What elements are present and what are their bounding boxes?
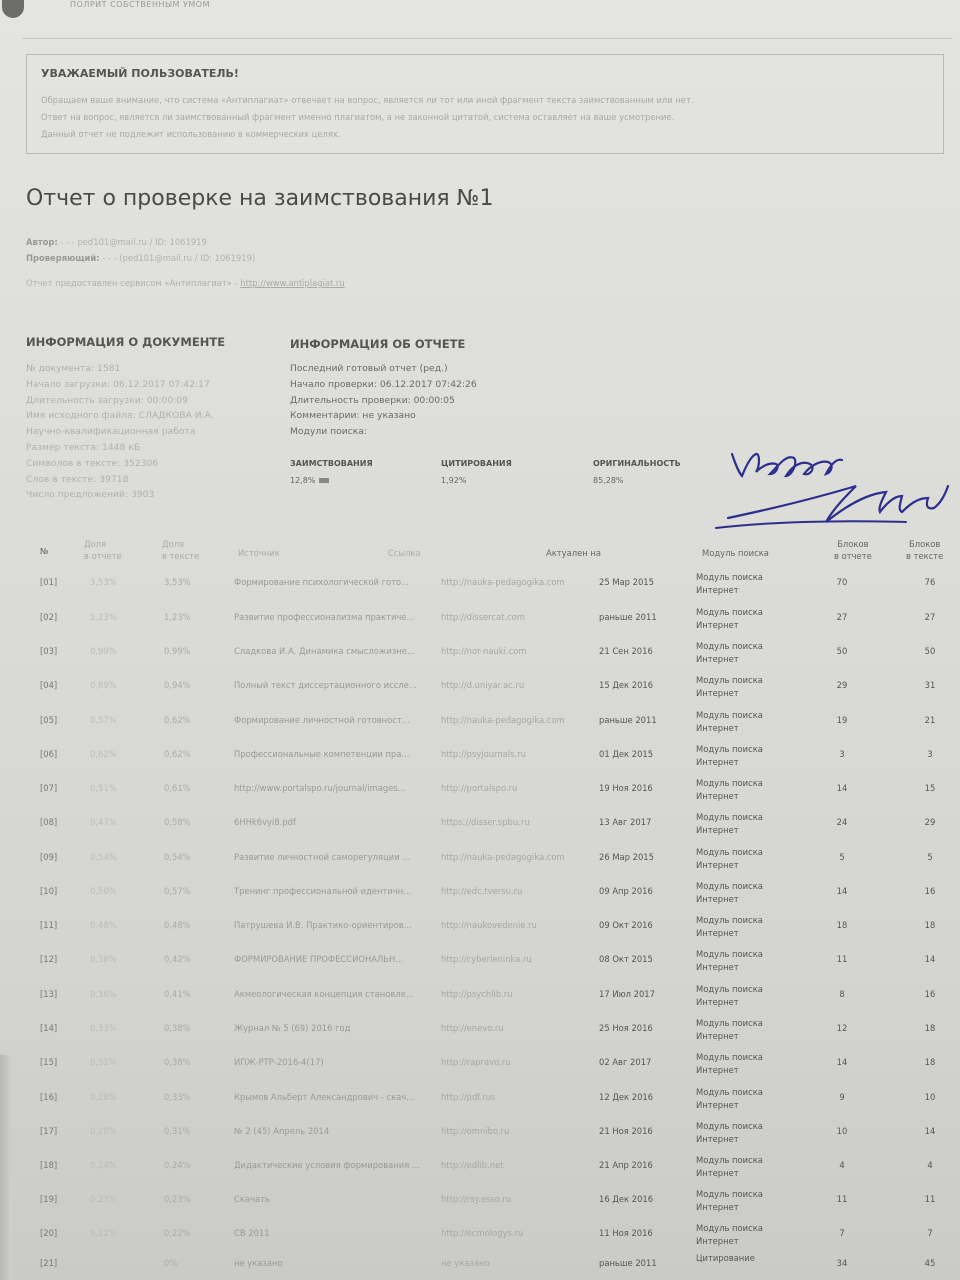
search-module: Модуль поиска Интернет [696,675,763,698]
row-number: [05] [40,715,58,725]
share-in-report: 0,24% [90,1160,117,1170]
source-title: СВ 2011 [234,1228,270,1238]
doc-info-line: № документа: 1581 [26,363,121,374]
source-link[interactable]: http://nauka-pedagogika.com [441,852,565,862]
row-number: [10] [40,886,58,896]
source-link[interactable]: http://enevo.ru [441,1023,504,1033]
share-in-report: 0,99% [90,646,117,656]
page-fold-shadow [0,1055,12,1280]
share-in-report: 0,50% [90,886,117,896]
report-title: Отчет о проверке на заимствования №1 [26,186,494,211]
source-title: Полный текст диссертационного иссле... [234,680,417,690]
share-in-report: 0,33% [90,1023,117,1033]
source-title: Крымов Альберт Александрович - скач... [234,1092,415,1102]
source-link[interactable]: http://portalspo.ru [441,783,518,793]
row-number: [09] [40,852,58,862]
table-row [0,672,960,702]
actual-date: 21 Ноя 2016 [599,1126,653,1136]
th-blocks-text: Блоков в тексте [906,539,944,561]
share-in-text: 0,62% [164,715,191,725]
blocks-in-report: 14 [836,1057,848,1067]
search-module: Модуль поиска Интернет [696,1189,763,1212]
source-title: Формирование психологической гото... [234,577,410,587]
share-in-report: 0,48% [90,920,117,930]
blocks-in-report: 10 [836,1126,848,1136]
share-in-text: 0,38% [164,1023,191,1033]
source-link[interactable]: http://rsy.esso.ru [441,1194,512,1204]
header-divider [22,38,952,39]
source-link[interactable]: http://dissercat.com [441,612,526,622]
row-number: [04] [40,680,58,690]
source-link[interactable]: http://nauka-pedagogika.com [441,577,565,587]
author-line [26,237,207,247]
blocks-in-report: 70 [836,577,848,587]
table-row [0,1015,960,1045]
share-in-text: 0,24% [164,1160,191,1170]
author-value: - - - ped101@mail.ru / ID: 1061919 [60,237,207,247]
blocks-in-text: 45 [924,1258,936,1268]
blocks-in-text: 14 [924,1126,936,1136]
actual-date: 25 Мар 2015 [599,577,654,587]
th-source: Источник [238,548,280,558]
actual-date: 09 Апр 2016 [599,886,653,896]
blocks-in-report: 50 [836,646,848,656]
search-module: Модуль поиска Интернет [696,1121,763,1144]
source-link[interactable]: http://cyberleninka.ru [441,954,532,964]
share-in-text: 0,31% [164,1126,191,1136]
report-info-line: Комментарии: не указано [290,410,416,422]
share-in-report: 0,57% [90,715,117,725]
blocks-in-text: 50 [924,646,936,656]
row-number: [14] [40,1023,58,1033]
share-in-report: 0,54% [90,852,117,862]
share-in-text: 0,48% [164,920,191,930]
provided-by-line [26,278,345,288]
doc-info-line: Длительность загрузки: 00:00:09 [26,394,188,406]
table-row [0,1084,960,1114]
actual-date: 11 Ноя 2016 [599,1228,653,1238]
actual-date: 21 Апр 2016 [599,1160,653,1170]
blocks-in-report: 9 [839,1092,845,1102]
antiplagiat-link[interactable]: http://www.antiplagiat.ru [240,278,345,288]
share-in-text: 1,23% [164,612,191,622]
source-link[interactable]: https://disser.spbu.ru [441,817,530,827]
row-number: [19] [40,1194,58,1204]
source-title: Сладкова И.А. Динамика смысложизне... [234,646,415,656]
checker-value: - - - (ped101@mail.ru / ID: 1061919) [102,253,256,263]
search-module: Модуль поиска Интернет [696,915,763,938]
row-number: [06] [40,749,58,759]
share-in-text: 0,42% [164,954,191,964]
share-in-report: 0,51% [90,783,117,793]
row-number: [12] [40,954,58,964]
table-row [0,878,960,908]
search-module: Модуль поиска Интернет [696,949,763,972]
actual-date: раньше 2011 [599,612,657,622]
blocks-in-report: 24 [836,817,848,827]
borrow-bar [319,478,329,483]
th-link: Ссылка [388,548,421,558]
source-title: Скачать [234,1194,270,1204]
table-row [0,1220,960,1250]
blocks-in-report: 19 [836,715,848,725]
blocks-in-report: 8 [839,989,845,999]
notice-line: Обращаем ваше внимание, что система «Антиплагиат» отвечает на вопрос, является ли тот или иной фрагмент текста заимствованным или нет. [41,95,694,105]
source-title: http://www.portalspo.ru/journal/images... [234,783,406,793]
th-actual: Актуален на [546,548,602,558]
blocks-in-report: 14 [836,886,848,896]
table-row [0,775,960,805]
share-in-text: 0,61% [164,783,191,793]
th-share-text: Доля в тексте [162,539,200,561]
source-link[interactable]: http://rapravo.ru [441,1057,511,1067]
search-module: Модуль поиска Интернет [696,847,763,870]
blocks-in-text: 29 [924,817,936,827]
row-number: [02] [40,612,58,622]
report-info-title: ИНФОРМАЦИЯ ОБ ОТЧЕТЕ [290,337,466,351]
blocks-in-text: 31 [924,680,936,690]
search-module: Модуль поиска Интернет [696,881,763,904]
table-row [0,844,960,874]
doc-info-line: Размер текста: 1448 кБ [26,441,141,453]
doc-info-line: Имя исходного файла: СЛАДКОВА И.А. [26,410,214,422]
source-link[interactable]: http://pdf.rus [441,1092,496,1102]
blocks-in-text: 27 [924,612,936,622]
borrow-value-line [290,476,329,485]
blocks-in-report: 5 [839,852,845,862]
row-number: [11] [40,920,58,930]
row-number: [07] [40,783,58,793]
share-in-text: 0,94% [164,680,191,690]
row-number: [13] [40,989,58,999]
notice-title: УВАЖАЕМЫЙ ПОЛЬЗОВАТЕЛЬ! [41,67,239,80]
share-in-text: 0,23% [164,1194,191,1204]
handwritten-signature [706,436,956,546]
orig-label: ОРИГИНАЛЬНОСТЬ [593,459,681,468]
table-row [0,569,960,599]
table-row [0,981,960,1011]
share-in-text: 0,99% [164,646,191,656]
actual-date: 01 Дек 2015 [599,749,654,759]
row-number: [20] [40,1228,58,1238]
share-in-report: 3,53% [90,577,117,587]
blocks-in-report: 12 [836,1023,848,1033]
blocks-in-text: 18 [924,1023,936,1033]
notice-line: Данный отчет не подлежит использованию в коммерческих целях. [41,129,341,139]
actual-date: 08 Окт 2015 [599,954,653,964]
search-module: Модуль поиска Интернет [696,744,763,767]
blocks-in-text: 16 [924,886,936,896]
share-in-text: 0,41% [164,989,191,999]
blocks-in-report: 7 [839,1228,845,1238]
actual-date: 12 Дек 2016 [599,1092,654,1102]
blocks-in-text: 11 [924,1194,936,1204]
source-title: ФОРМИРОВАНИЕ ПРОФЕССИОНАЛЬН... [234,954,404,964]
table-row [0,707,960,737]
actual-date: 15 Дек 2016 [599,680,654,690]
blocks-in-report: 29 [836,680,848,690]
share-in-text: 3,53% [164,577,191,587]
blocks-in-text: 3 [927,749,933,759]
blocks-in-text: 10 [924,1092,936,1102]
source-title: Журнал № 5 (69) 2016 год [234,1023,351,1033]
blocks-in-text: 15 [924,783,936,793]
search-module: Модуль поиска Интернет [696,1155,763,1178]
blocks-in-text: 14 [924,954,936,964]
search-module: Модуль поиска Интернет [696,984,763,1007]
report-info-line: Последний готовый отчет (ред.) [290,363,448,374]
source-link[interactable]: http://psyjournals.ru [441,749,526,759]
cite-value: 1,92% [441,476,467,485]
blocks-in-text: 4 [927,1160,933,1170]
th-share-report: Доля в отчете [84,539,122,561]
row-number: [16] [40,1092,58,1102]
search-module: Модуль поиска Интернет [696,572,763,595]
share-in-report: 0,47% [90,817,117,827]
report-info-line: Модули поиска: [290,426,368,438]
share-in-text: 0,57% [164,886,191,896]
row-number: [03] [40,646,58,656]
row-number: [08] [40,817,58,827]
row-number: [01] [40,577,58,587]
orig-value: 85,28% [593,476,624,485]
share-in-text: 0,58% [164,817,191,827]
source-link[interactable]: http://edlib.net [441,1160,504,1170]
share-in-text: 0,33% [164,1092,191,1102]
search-module: Модуль поиска Интернет [696,710,763,733]
table-row [0,741,960,771]
source-title: Дидактические условия формирования ... [234,1160,420,1170]
actual-date: 02 Авг 2017 [599,1057,652,1067]
row-number: [17] [40,1126,58,1136]
provided-text: Отчет предоставлен сервисом «Антиплагиат» - [26,278,238,288]
row-number: [18] [40,1160,58,1170]
share-in-text: 0% [164,1258,178,1268]
checker-line [26,253,255,263]
source-title: 6HHk6vyi8.pdf [234,817,296,827]
source-title: Профессиональные компетенции пра... [234,749,410,759]
borrow-label: ЗАИМСТВОВАНИЯ [290,459,373,468]
share-in-report: 0,62% [90,749,117,759]
blocks-in-report: 27 [836,612,848,622]
table-row [0,604,960,634]
search-module: Модуль поиска Интернет [696,1018,763,1041]
actual-date: 09 Окт 2016 [599,920,653,930]
blocks-in-report: 3 [839,749,845,759]
search-module: Модуль поиска Интернет [696,1087,763,1110]
share-in-text: 0,22% [164,1228,191,1238]
doc-info-line: Научно-квалификационная работа [26,426,196,438]
share-in-report: 0,22% [90,1228,117,1238]
table-row [0,1250,960,1280]
report-info-line: Длительность проверки: 00:00:05 [290,394,455,406]
source-link[interactable]: http://naukovedenie.ru [441,920,537,930]
table-row [0,1152,960,1182]
notice-line: Ответ на вопрос, является ли заимствованный фрагмент именно плагиатом, а не законной цитатой, система оставляет на ваше усмотрение. [41,112,675,122]
th-blocks-report: Блоков в отчете [834,539,872,561]
user-notice-box [26,54,944,154]
actual-date: раньше 2011 [599,1258,657,1268]
antiplagiat-logo [2,0,24,18]
search-module: Модуль поиска Интернет [696,641,763,664]
share-in-text: 0,54% [164,852,191,862]
doc-info-line: Слов в тексте: 39718 [26,473,129,485]
source-title: Развитие профессионализма практиче... [234,612,415,622]
source-link[interactable]: http://d.uniyar.ac.ru [441,680,525,690]
search-module: Модуль поиска Интернет [696,607,763,630]
actual-date: 21 Сен 2016 [599,646,653,656]
share-in-text: 0,62% [164,749,191,759]
actual-date: 16 Дек 2016 [599,1194,654,1204]
source-title: Патрушева И.В. Практико-ориентиров... [234,920,412,930]
checker-label: Проверяющий: [26,253,100,263]
share-in-report: 0,31% [90,1057,117,1067]
doc-info-title: ИНФОРМАЦИЯ О ДОКУМЕНТЕ [26,335,226,349]
blocks-in-text: 5 [927,852,933,862]
source-title: Акмеологическая концепция становле... [234,989,414,999]
search-module: Модуль поиска Интернет [696,1052,763,1075]
blocks-in-text: 7 [927,1228,933,1238]
blocks-in-report: 34 [836,1258,848,1268]
share-in-report: 0,28% [90,1092,117,1102]
source-link[interactable]: не указано [441,1258,490,1268]
table-row [0,638,960,668]
blocks-in-report: 18 [836,920,848,930]
source-link[interactable]: http://psychlib.ru [441,989,513,999]
table-row [0,1186,960,1216]
doc-info-list [26,361,214,503]
doc-info-line: Начало загрузки: 06.12.2017 07:42:17 [26,378,210,390]
share-in-report: 0,23% [90,1194,117,1204]
source-link[interactable]: http://nor-nauki.com [441,646,527,656]
search-module: Модуль поиска Интернет [696,1223,763,1246]
actual-date: раньше 2011 [599,715,657,725]
table-row [0,1049,960,1079]
blocks-in-text: 76 [924,577,936,587]
cite-label: ЦИТИРОВАНИЯ [441,459,512,468]
table-row [0,946,960,976]
actual-date: 25 Ноя 2016 [599,1023,653,1033]
share-in-report: 0,28% [90,1126,117,1136]
share-in-report: 0,36% [90,989,117,999]
source-link[interactable]: http://nauka-pedagogika.com [441,715,565,725]
row-number: [21] [40,1258,58,1268]
actual-date: 26 Мар 2015 [599,852,654,862]
author-label: Автор: [26,237,58,247]
doc-info-line: Символов в тексте: 352306 [26,457,159,469]
th-number: № [40,546,49,556]
source-title: № 2 (45) Апрель 2014 [234,1126,330,1136]
actual-date: 17 Июл 2017 [599,989,655,999]
source-title: Развитие личностной саморегуляции ... [234,852,411,862]
blocks-in-report: 11 [836,1194,848,1204]
source-link[interactable]: http://omnibo.ru [441,1126,510,1136]
share-in-report: 1,23% [90,612,117,622]
actual-date: 13 Авг 2017 [599,817,652,827]
search-module: Модуль поиска Интернет [696,812,763,835]
table-row [0,809,960,839]
blocks-in-text: 21 [924,715,936,725]
source-title: Формирование личностной готовност... [234,715,410,725]
search-module: Цитирование [696,1253,755,1263]
share-in-report: 0,89% [90,680,117,690]
blocks-in-report: 4 [839,1160,845,1170]
source-title: ИПЖ-РТР-2016-4(17) [234,1057,324,1067]
search-module: Модуль поиска Интернет [696,778,763,801]
blocks-in-report: 14 [836,783,848,793]
blocks-in-text: 16 [924,989,936,999]
blocks-in-report: 11 [836,954,848,964]
th-module: Модуль поиска [702,548,769,558]
row-number: [15] [40,1057,58,1067]
share-in-text: 0,38% [164,1057,191,1067]
report-info-line: Начало проверки: 06.12.2017 07:42:26 [290,378,477,390]
actual-date: 19 Ноя 2016 [599,783,653,793]
source-title: Тренинг профессиональной идентичн... [234,886,412,896]
doc-info-line: Число предложений: 3903 [26,489,155,501]
blocks-in-text: 18 [924,920,936,930]
blocks-in-text: 18 [924,1057,936,1067]
borrow-value: 12,8% [290,476,316,485]
report-info-list [290,361,477,440]
source-link[interactable]: http://ecmologys.ru [441,1228,524,1238]
source-link[interactable]: http://edc.tversu.ru [441,886,523,896]
brand-tagline: ПОЛРИТ СОБСТВЕННЫМ УМОМ [70,0,210,9]
table-row [0,912,960,942]
share-in-report: 0,38% [90,954,117,964]
source-title: не указано [234,1258,283,1268]
table-row [0,1118,960,1148]
